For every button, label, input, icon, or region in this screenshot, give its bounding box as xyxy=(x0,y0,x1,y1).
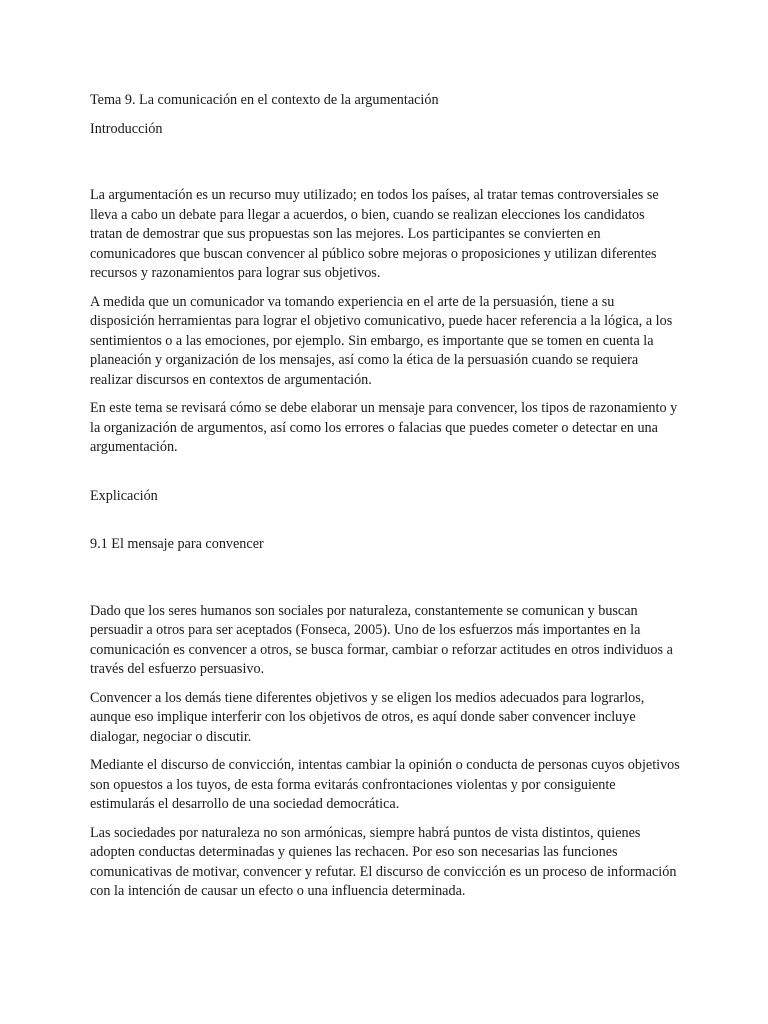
section-paragraph-3: Mediante el discurso de convicción, intentas cambiar la opinión o conducta de personas cuyos objetivos son opuestos a los tuyos, de esta forma evitarás confrontaciones violentas y por consiguiente estimularás el desarrollo de una sociedad democrática. xyxy=(90,757,680,812)
spacer xyxy=(90,564,680,602)
intro-heading: Introducción xyxy=(90,120,163,137)
spacer xyxy=(90,515,680,535)
section-paragraph-1: Dado que los seres humanos son sociales por naturaleza, constantemente se comunican y buscan persuadir a otros para ser aceptados (Fonseca, 2005). Uno de los esfuerzos más importantes en la comunicación es convencer a otros, se busca formar, cambiar o reforzar actitudes en otros individuos a través del esfuerzo persuasivo. xyxy=(90,602,673,677)
spacer xyxy=(90,467,680,487)
intro-paragraph-3: En este tema se revisará cómo se debe elaborar un mensaje para convencer, los tipos de razonamiento y la organización de argumentos, así como los errores o falacias que puedes cometer o detectar en una argumentación. xyxy=(90,400,678,455)
explanation-heading: Explicación xyxy=(90,487,158,504)
intro-paragraph-1: La argumentación es un recurso muy utilizado; en todos los países, al tratar temas controversiales se lleva a cabo un debate para llegar a acuerdos, o bien, cuando se realizan elecciones los candidatos tratan de demostrar que sus propuestas son las mejores. Los participantes se convierten en comunicadores que buscan convencer al público sobre mejoras o proposiciones y utilizan diferentes recursos y razonamientos para lograr sus objetivos. xyxy=(90,187,659,281)
section-paragraph-2: Convencer a los demás tiene diferentes objetivos y se eligen los medios adecuados para lograrlos, aunque eso implique interferir con los objetivos de otros, es aquí donde saber convencer incluye dialogar, negociar o discutir. xyxy=(90,689,645,745)
document-body xyxy=(90,91,680,911)
section-heading: 9.1 El mensaje para convencer xyxy=(90,536,264,552)
spacer xyxy=(90,148,680,186)
document-title: Tema 9. La comunicación en el contexto de la argumentación xyxy=(90,92,439,108)
section-paragraph-4: Las sociedades por naturaleza no son armónicas, siempre habrá puntos de vista distintos, quienes adopten conductas determinadas y quienes las rechacen. Por eso son necesarias las funciones comunicativas de motivar, convencer y refutar. El discurso de convicción es un proceso de información con la intención de causar un efecto o una influencia determinada. xyxy=(90,824,677,899)
intro-paragraph-2: A medida que un comunicador va tomando experiencia en el arte de la persuasión, tiene a su disposición herramientas para lograr el objetivo comunicativo, puede hacer referencia a la lógica, a los sentimientos o a las emociones, por ejemplo. Sin embargo, es importante que se tomen en cuenta la planeación y organización de los mensajes, así como la ética de la persuasión cuando se requiera realizar discursos en contextos de argumentación. xyxy=(90,293,673,388)
